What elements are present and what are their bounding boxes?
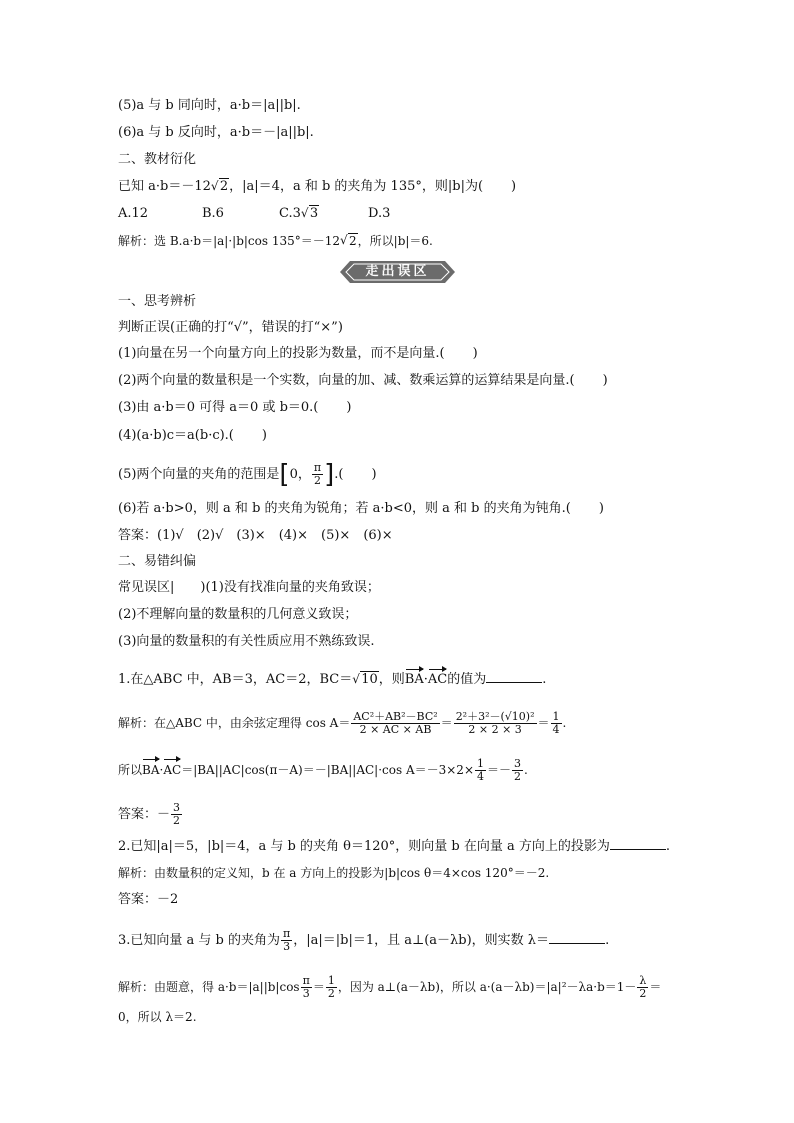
problem-2-answer: 答案：－2 [118, 892, 179, 907]
section-banner [340, 261, 455, 283]
mistake-1: 常见误区| )(1)没有找准向量的夹角致误； [118, 580, 380, 595]
mistake-3: (3)向量的数量积的有关性质应用不熟练致误. [118, 634, 375, 649]
problem-1-solution: 解析：在△ABC 中，由余弦定理得 cos A＝ $\frac{\text{AC²＋AB²－BC²}}{2 \times AC \times AB}$ ＝ $\frac{\text{2²＋3²－(√10)²}}{2 \times 2 \times 3}$ ＝ $\frac{1}{4}$ . [118, 710, 567, 736]
section-thinking: 一、思考辨析 [118, 294, 197, 309]
problem-3-solution: 解析：由题意，得 a·b＝|a||b|cos $\frac{\pi}{3}$ ＝ $\frac{1}{2}$ ，因为 a⊥(a－λb)，所以 a·(a－λb)＝|a|²－λa·b＝1－ $\frac{\lambda}{2}$ ＝ [118, 974, 662, 1000]
judge-intro: 判断正误(正确的打“√”，错误的打“×”) [118, 320, 343, 335]
option-c: C.3√ 3 [279, 205, 319, 223]
banner-title: 走出误区 [365, 264, 430, 279]
problem-1: 1.在△ABC 中，AB＝3，AC＝2，BC＝√ 10，则BA·AC的值为 . [118, 670, 546, 689]
judge-item-1: (1)向量在另一个向量方向上的投影为数量，而不是向量.( ) [118, 346, 478, 361]
problem-1-answer: 答案：－ $\frac{3}{2}$ [118, 801, 181, 827]
judge-item-4: (4)(a·b)c＝a(b·c).( ) [118, 428, 267, 443]
section-textbook: 二、教材衍化 [118, 152, 197, 167]
problem-3: 3.已知向量 a 与 b 的夹角为 $\frac{\pi}{3}$ ，|a|＝|b|＝1，且 a⊥(a－λb)，则实数 λ＝ . [118, 927, 610, 953]
property-6: (6)a 与 b 反向时，a·b＝－|a||b|. [118, 125, 314, 140]
judge-item-5: (5)两个向量的夹角的范围是[0， $\frac{\pi}{2}$ ].( ) [118, 459, 377, 490]
problem-1-solution-2: 所以BA·AC＝|BA||AC|cos(π－A)＝－|BA||AC|·cos A＝－3×2× $\frac{1}{4}$ ＝－ $\frac{3}{2}$ . [118, 757, 528, 783]
property-5: (5)a 与 b 同向时，a·b＝|a||b|. [118, 98, 301, 113]
judge-item-3: (3)由 a·b＝0 可得 a＝0 或 b＝0.( ) [118, 400, 352, 415]
textbook-question: 已知 a·b＝－12√ 2，|a|＝4，a 和 b 的夹角为 135°，则|b|为( ) [118, 178, 516, 196]
option-a: A.12 [118, 206, 149, 221]
mistake-2: (2)不理解向量的数量积的几何意义致误； [118, 607, 358, 622]
problem-3-solution-2: 0，所以 λ＝2. [118, 1010, 197, 1024]
section-mistakes: 二、易错纠偏 [118, 554, 197, 569]
problem-2: 2.已知|a|＝5，|b|＝4，a 与 b 的夹角 θ＝120°，则向量 b 在向量 a 方向上的投影为 . [118, 839, 671, 854]
judge-item-6: (6)若 a·b>0，则 a 和 b 的夹角为锐角；若 a·b<0，则 a 和 b 的夹角为钝角.( ) [118, 501, 604, 516]
option-d: D.3 [368, 206, 391, 221]
judge-answers: 答案：(1)√ (2)√ (3)× (4)× (5)× (6)× [118, 528, 393, 543]
problem-2-solution: 解析：由数量积的定义知，b 在 a 方向上的投影为|b|cos θ＝4×cos 120°＝－2. [118, 866, 550, 880]
option-b: B.6 [202, 206, 224, 221]
judge-item-2: (2)两个向量的数量积是一个实数，向量的加、减、数乘运算的运算结果是向量.( ) [118, 373, 608, 388]
textbook-solution: 解析：选 B.a·b＝|a|·|b|cos 135°＝－12√ 2，所以|b|＝6. [118, 232, 433, 250]
